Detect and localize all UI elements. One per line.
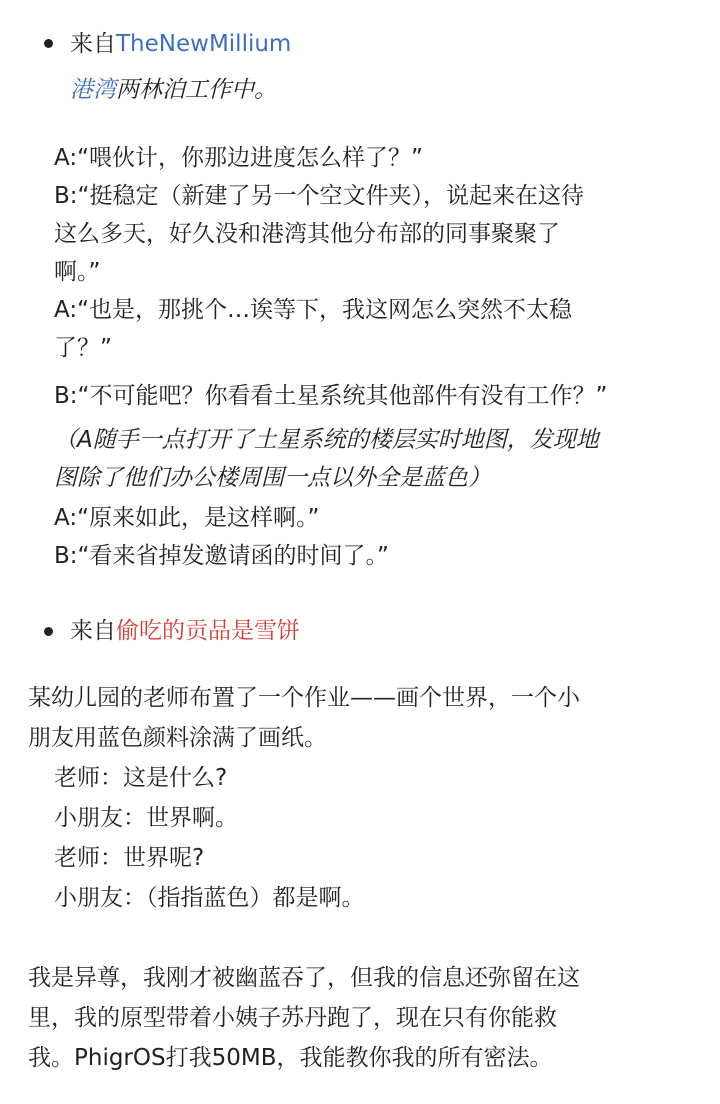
entry1-line: B:“看来省掉发邀请函的时间了。”: [54, 543, 389, 569]
entry1-line: 啊。”: [54, 259, 101, 285]
entry1-line: A:“喂伙计，你那边进度怎么样了？”: [54, 145, 423, 171]
entry1-line: 这么多天，好久没和港湾其他分布部的同事聚聚了: [54, 221, 560, 247]
entry3-line: 我是异尊，我刚才被幽蓝吞了，但我的信息还弥留在这: [28, 965, 580, 991]
entry1-line: （A随手一点打开了土星系统的楼层实时地图，发现地: [54, 427, 599, 453]
entry1-line: 图除了他们办公楼周围一点以外全是蓝色）: [54, 465, 491, 491]
entry2-intro-line: 朋友用蓝色颜料涂满了画纸。: [28, 725, 327, 751]
entry2-source-link[interactable]: 偷吃的贡品是雪饼: [116, 618, 300, 644]
entry2-dialogue-line: 老师：世界呢?: [54, 845, 205, 871]
entry1-line: B:“挺稳定（新建了另一个空文件夹），说起来在这待: [54, 183, 584, 209]
entry2-dialogue-line: 小朋友：（指指蓝色）都是啊。: [54, 885, 365, 911]
entry2-intro-line: 某幼儿园的老师布置了一个作业——画个世界，一个小: [28, 685, 580, 711]
entry2-dialogue-line: 老师：这是什么?: [54, 765, 228, 791]
entry1-line: B:“不可能吧？你看看土星系统其他部件有没有工作？”: [54, 383, 608, 409]
entry2-dialogue-line: 小朋友：世界啊。: [54, 805, 238, 831]
entry1-line: A:“也是，那挑个…诶等下，我这网怎么突然不太稳: [54, 297, 572, 323]
entry1-line: 了？”: [54, 335, 112, 361]
entry1-location-link[interactable]: 港湾: [70, 77, 116, 103]
entry2-prefix: 来自: [70, 618, 116, 644]
entry1-source-link[interactable]: TheNewMillium: [116, 31, 292, 57]
entry1-line: A:“原来如此，是这样啊。”: [54, 505, 320, 531]
entry3-line: 里，我的原型带着小姨子苏丹跑了，现在只有你能救: [28, 1005, 557, 1031]
bullet-dot: [44, 39, 53, 48]
entry1-location: [70, 70, 277, 110]
entry3-line: 我。PhigrOS打我50MB，我能教你我的所有密法。: [28, 1045, 553, 1071]
entry2-header: [70, 611, 300, 651]
entry1-header: [70, 24, 291, 64]
entry1-prefix: 来自: [70, 31, 116, 57]
bullet-dot: [44, 627, 53, 636]
entry1-location-rest: 两林泊工作中。: [116, 77, 277, 103]
